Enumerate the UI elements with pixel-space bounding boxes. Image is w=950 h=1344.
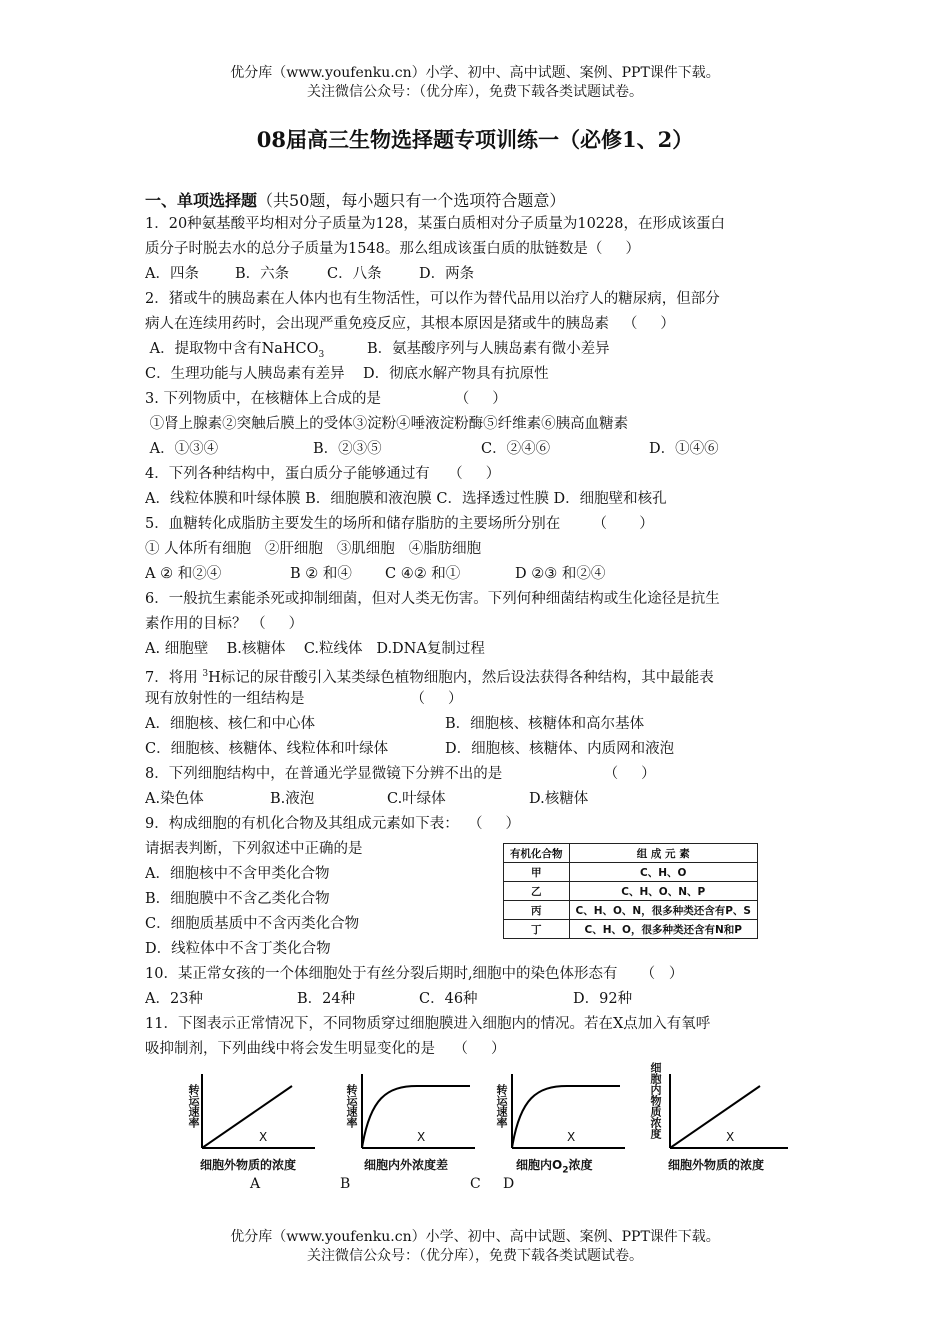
graph-a-x-label: 细胞外物质的浓度: [200, 1158, 297, 1172]
graph-d-letter: D: [503, 1176, 515, 1192]
q11-text-2: 吸抑制剂，下列曲线中将会发生明显变化的是 （ ）: [145, 1041, 506, 1057]
q2-option-a: [145, 337, 367, 362]
footer-line-1: 优分库（www.youfenku.cn）小学、初中、高中试题、案例、PPT课件下载。: [230, 1229, 720, 1245]
q10-text-1: 10．某正常女孩的一个体细胞处于有丝分裂后期时,细胞中的染色体形态有 （ ）: [145, 966, 684, 982]
q3-option-b: B．②③⑤: [313, 441, 382, 457]
table-header-compound: 有机化合物: [504, 844, 570, 863]
q9-option-a-text: A．细胞核中不含甲类化合物: [145, 866, 330, 882]
q4-text-2: A．线粒体膜和叶绿体膜 B．细胞膜和液泡膜 C．选择透过性膜 D．细胞壁和核孔: [145, 491, 667, 507]
questions: [145, 212, 810, 1062]
q6-text-1: 6．一般抗生素能杀死或抑制细菌，但对人类无伤害。下列何种细菌结构或生化途径是抗生: [145, 591, 720, 607]
q9-option-d: [145, 937, 810, 962]
q3-line-1: [145, 387, 810, 412]
q1-line-2: [145, 237, 810, 262]
q7-options-ab: [145, 712, 810, 737]
footer-line-2: 关注微信公众号：（优分库），免费下载各类试题试卷。: [307, 1248, 643, 1264]
transport-graphs: [180, 1062, 800, 1196]
q8-option-c: C.叶绿体: [387, 791, 446, 807]
q1-option-a: A．四条: [145, 266, 199, 282]
q2-line-1: [145, 287, 810, 312]
q10-options: [145, 987, 810, 1012]
page-footer: [0, 1228, 950, 1266]
q5-line-1: [145, 512, 810, 537]
table-cell-elements: C、H、O、N，很多种类还含有P、S: [569, 901, 757, 920]
graph-d-x-label: 细胞外物质的浓度: [668, 1158, 765, 1172]
table-header-row: [504, 844, 758, 863]
graph-b-curve: [362, 1086, 470, 1148]
q9-option-b-text: B．细胞膜中不含乙类化合物: [145, 891, 330, 907]
table-cell-elements: C、H、O，很多种类还含有N和P: [569, 920, 757, 939]
table-row: [504, 901, 758, 920]
graph-c-y-label: 转运速率: [495, 1084, 508, 1128]
q3-options: [145, 437, 810, 462]
q4-line-1: [145, 462, 810, 487]
page-header: [0, 64, 950, 102]
header-line-2: 关注微信公众号：（优分库），免费下载各类试题试卷。: [307, 84, 643, 100]
graph-c-plot: [490, 1066, 630, 1166]
graph-c-x-point: X: [567, 1130, 576, 1144]
compound-element-table: [503, 843, 758, 939]
q8-options: [145, 787, 810, 812]
q9-text-2: 请据表判断，下列叙述中正确的是: [145, 841, 363, 857]
q6-options: [145, 637, 810, 662]
q1-option-d: D．两条: [419, 266, 475, 282]
section-note: （共50题，每小题只有一个选项符合题意）: [257, 191, 566, 210]
q11-line-2: [145, 1037, 810, 1062]
q7-text-1b: H标记的尿苷酸引入某类绿色植物细胞内，然后设法获得各种结构，其中最能表: [208, 669, 714, 686]
section-heading: [145, 188, 565, 211]
graph-c-x-label-sub: 2: [562, 1165, 569, 1176]
q3-text-1: 3. 下列物质中，在核糖体上合成的是 （ ）: [145, 391, 507, 407]
graph-b-x-point: X: [417, 1130, 426, 1144]
table-cell-compound: 丙: [504, 901, 570, 920]
q3-option-a: A．①③④: [145, 441, 219, 457]
q5-text-1: 5．血糖转化成脂肪主要发生的场所和储存脂肪的主要场所分别在 （ ）: [145, 516, 654, 532]
q2-option-a-sub: 3: [318, 349, 325, 360]
q9-text-1: 9．构成细胞的有机化合物及其组成元素如下表： （ ）: [145, 816, 520, 832]
q3-line-2: [145, 412, 810, 437]
q2-option-b: B．氨基酸序列与人胰岛素有微小差异: [367, 341, 610, 357]
graph-a: [180, 1066, 320, 1196]
q7-option-d: D．细胞核、核糖体、内质网和液泡: [445, 741, 675, 757]
table-row: [504, 882, 758, 901]
q5-option-b: B ② 和④: [290, 566, 352, 582]
table-cell-compound: 甲: [504, 863, 570, 882]
graph-b-x-label: 细胞内外浓度差: [364, 1158, 449, 1172]
q2-text-4: C．生理功能与人胰岛素有差异 D．彻底水解产物具有抗原性: [145, 366, 549, 382]
q5-option-d: D ②③ 和②④: [515, 566, 606, 582]
q3-text-2: ①肾上腺素②突触后膜上的受体③淀粉④唾液淀粉酶⑤纤维素⑥胰高血糖素: [145, 416, 629, 432]
q4-text-1: 4．下列各种结构中，蛋白质分子能够通过有 （ ）: [145, 466, 501, 482]
graph-c-x-label-text: 细胞内O: [516, 1158, 563, 1172]
graph-a-plot: [180, 1066, 320, 1166]
q5-option-a: A ② 和②④: [145, 566, 222, 582]
q6-text-3: A. 细胞壁 B.核糖体 C.粒线体 D.DNA复制过程: [145, 641, 485, 657]
q8-text-1: 8．下列细胞结构中，在普通光学显微镜下分辨不出的是 （ ）: [145, 766, 656, 782]
q6-text-2: 素作用的目标？ （ ）: [145, 616, 304, 632]
q2-line-2: [145, 312, 810, 337]
section-name: 一、单项选择题: [145, 191, 258, 210]
q7-text-1a: 7．将用: [145, 669, 203, 686]
document-title: 08届高三生物选择题专项训练一（必修1、2）: [256, 127, 694, 152]
q7-options-cd: [145, 737, 810, 762]
q2-options-cd: [145, 362, 810, 387]
table-cell-compound: 丁: [504, 920, 570, 939]
graph-b-letter: B: [340, 1176, 351, 1192]
q11-line-1: [145, 1012, 810, 1037]
q1-option-c: C．八条: [327, 266, 382, 282]
graph-a-letter: A: [250, 1176, 261, 1192]
table-cell-compound: 乙: [504, 882, 570, 901]
q10-option-a: A．23种: [145, 991, 203, 1007]
q1-text-2: 质分子时脱去水的总分子质量为1548。那么组成该蛋白质的肽链数是（ ）: [145, 241, 640, 257]
q5-line-2: [145, 537, 810, 562]
graph-b-plot: [340, 1066, 480, 1166]
q7-sup: 3: [202, 669, 209, 679]
table-row: [504, 920, 758, 939]
graph-b: [340, 1066, 480, 1196]
q8-option-d: D.核糖体: [529, 791, 589, 807]
graph-d-y-label: 细胞内物质浓度: [649, 1062, 662, 1139]
q2-text-2: 病人在连续用药时，会出现严重免疫反应，其根本原因是猪或牛的胰岛素 （ ）: [145, 316, 675, 332]
q7-option-a: A．细胞核、核仁和中心体: [145, 716, 315, 732]
q9-line-1: [145, 812, 810, 837]
q7-option-c: C．细胞核、核糖体、线粒体和叶绿体: [145, 741, 389, 757]
q3-option-c: C．②④⑥: [481, 441, 551, 457]
graph-d-x-point: X: [726, 1130, 735, 1144]
q9-option-c-text: C．细胞质基质中不含丙类化合物: [145, 916, 360, 932]
q5-option-c: C ④② 和①: [385, 566, 461, 582]
table-cell-elements: C、H、O、N、P: [569, 882, 757, 901]
graph-a-y-label: 转运速率: [187, 1084, 200, 1128]
table-header-elements: 组 成 元 素: [569, 844, 757, 863]
q7-option-b: B．细胞核、核糖体和高尔基体: [445, 716, 645, 732]
q1-option-b: B．六条: [235, 266, 290, 282]
q8-line-1: [145, 762, 810, 787]
q1-text-1: 1．20种氨基酸平均相对分子质量为128，某蛋白质相对分子质量为10228，在形成该蛋白: [145, 216, 725, 232]
q8-option-a: A.染色体: [145, 791, 204, 807]
q6-line-1: [145, 587, 810, 612]
q1-line-1: [145, 212, 810, 237]
graph-d-plot: [648, 1066, 798, 1166]
q5-text-2: ① 人体所有细胞 ②肝细胞 ③肌细胞 ④脂肪细胞: [145, 541, 482, 557]
graph-c-letter: C: [470, 1176, 481, 1192]
q3-option-d: D．①④⑥: [649, 441, 719, 457]
header-line-1: 优分库（www.youfenku.cn）小学、初中、高中试题、案例、PPT课件下载。: [230, 65, 720, 81]
graph-c-x-label-suffix: 浓度: [568, 1158, 593, 1172]
graph-a-curve: [202, 1086, 292, 1148]
q7-line-1: [145, 662, 810, 687]
q2-text-1: 2．猪或牛的胰岛素在人体内也有生物活性，可以作为替代品用以治疗人的糖尿病，但部分: [145, 291, 720, 307]
graph-c-x-label: [516, 1156, 592, 1175]
q1-options: [145, 262, 810, 287]
q10-option-c: C．46种: [419, 991, 478, 1007]
q7-line-2: [145, 687, 810, 712]
q2-option-a-text: A．提取物中含有NaHCO: [145, 341, 319, 357]
q11-text-1: 11．下图表示正常情况下，不同物质穿过细胞膜进入细胞内的情况。若在X点加入有氧呼: [145, 1016, 711, 1032]
graph-c-curve: [512, 1086, 620, 1148]
table-row: [504, 863, 758, 882]
q5-options: [145, 562, 810, 587]
q2-options-ab: [145, 337, 810, 362]
table-cell-elements: C、H、O: [569, 863, 757, 882]
q6-line-2: [145, 612, 810, 637]
q9-body: [145, 837, 810, 962]
q7-text-2: 现有放射性的一组结构是 （ ）: [145, 691, 463, 707]
q10-option-b: B．24种: [297, 991, 356, 1007]
graph-b-y-label: 转运速率: [345, 1084, 358, 1128]
q8-option-b: B.液泡: [270, 791, 315, 807]
q10-line-1: [145, 962, 810, 987]
graph-a-x-point: X: [259, 1130, 268, 1144]
graph-d-curve: [670, 1086, 760, 1148]
q4-options: [145, 487, 810, 512]
q10-option-d: D．92种: [573, 991, 633, 1007]
q9-option-d-text: D．线粒体中不含丁类化合物: [145, 941, 331, 957]
